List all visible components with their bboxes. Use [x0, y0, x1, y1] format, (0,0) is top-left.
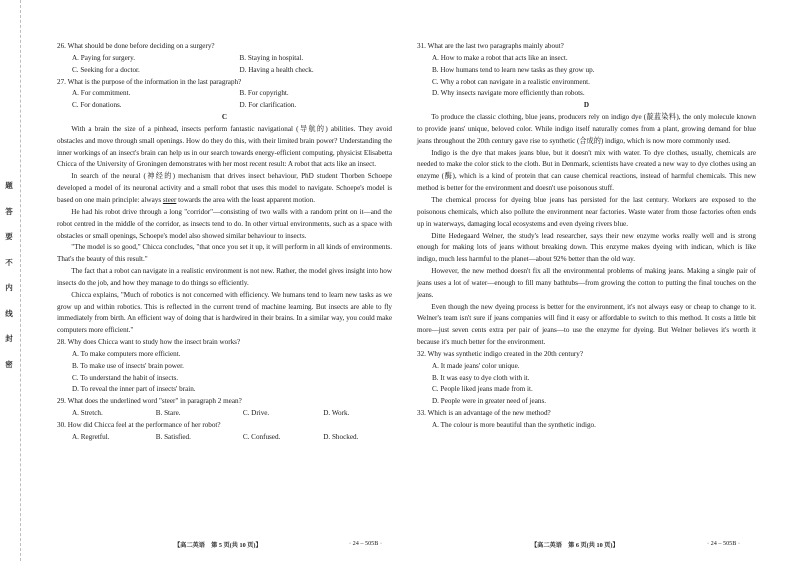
- option: C. Confused.: [242, 432, 281, 441]
- option: B. It was easy to dye cloth with it.: [432, 373, 530, 382]
- passage-c-paragraph-6: Chicca explains, "Much of robotics is not concerned with efficiency. We humans tend to learn new tasks as we grow up and within robotics. This is reflected in the current trend of machine learning. But insects are able to fly immediately from birth. An efficient way of doing that is hardwired in their brains. In a similar way, you could make computers more efficient.": [57, 290, 392, 335]
- right-column: [417, 41, 756, 432]
- option: C. Drive.: [242, 409, 270, 418]
- question-26-options: [57, 53, 392, 65]
- option: A. It made jeans' color unique.: [432, 361, 520, 370]
- option: B. Stare.: [155, 409, 181, 418]
- option: A. Paying for surgery.: [72, 53, 136, 62]
- option: B. Staying in hospital.: [239, 53, 304, 62]
- option: A. How to make a robot that acts like an insect.: [432, 53, 568, 62]
- passage-c-paragraph-2: In search of the neural (神经的) mechanism that drives insect behaviour, PhD student Thorben Schoepe developed a model of its neuronal activity and a small robot that uses this model to navigate. Schoepe's model is based on one main principle: always steer towards the area with the least apparent motion.: [57, 172, 392, 204]
- option: A. Stretch.: [72, 409, 103, 418]
- option: D. People were in greater need of jeans.: [432, 397, 547, 406]
- binding-margin: [3, 180, 15, 370]
- binding-char: 答: [5, 206, 13, 216]
- option: B. How humans tend to learn new tasks as they grow up.: [432, 65, 595, 74]
- page-footer-left: [174, 540, 262, 549]
- question-30-options: [57, 432, 392, 444]
- passage-d-paragraph-5: However, the new method doesn't fix all the environmental problems of making jeans. Making a single pair of jeans uses a lot of water—enough to fill many bathtubs—from growing the cotton to putting the final touches on the jeans.: [417, 267, 756, 299]
- passage-d-paragraph-4: Ditte Hedegaard Welner, the study's lead researcher, says their new enzyme works really well and is strong enough for making lots of jeans without breaking down. This enzyme makes dyeing with indican, which is like indigo, much less harmful to the planet—about 92% better than the old way.: [417, 231, 756, 264]
- binding-char: 封: [5, 334, 13, 344]
- question-29-stem: 29. What does the underlined word "steer" in paragraph 2 mean?: [57, 397, 242, 406]
- binding-char: 内: [5, 283, 13, 293]
- option: C. To understand the habit of insects.: [72, 373, 179, 382]
- binding-char: 要: [5, 232, 13, 242]
- section-heading-d: D: [583, 101, 590, 110]
- passage-c-paragraph-1: With a brain the size of a pinhead, insects perform fantastic navigational (导航的) abilities. They avoid obstacles and move through small openings. How do they do this, with their limited brain power? Understanding the inner workings of an insect's brain can help us in our search towards energy-efficient computing, physicist Elisabetta Chicca of the University of Groningen demonstrates with her most recent result: A robot that acts like an insect.: [57, 124, 392, 169]
- option: D. To reveal the inner part of insects' brain.: [72, 385, 196, 394]
- binding-char: 题: [5, 181, 13, 190]
- option: D. For clarification.: [239, 101, 297, 110]
- passage-c-paragraph-5: The fact that a robot can navigate in a realistic environment is not new. Rather, the model gives insight into how insects do the job, and how they manage to do things so efficiently.: [57, 267, 392, 287]
- option: D. Work.: [323, 409, 350, 418]
- option: B. For copyright.: [239, 89, 289, 98]
- option: B. Satisfied.: [155, 432, 191, 441]
- question-28-stem: 28. Why does Chicca want to study how the insect brain works?: [57, 338, 241, 347]
- question-33-stem: 33. Which is an advantage of the new method?: [417, 409, 551, 418]
- section-heading-c: C: [221, 113, 228, 122]
- passage-c-paragraph-3: He had his robot drive through a long "corridor"—consisting of two walls with a random print on it—and the robot centred in the middle of the corridor, as insects tend to do. In other virtual environments, such as a space with obstacles or small openings, Schoepe's model also showed similar behaviour to insects.: [57, 207, 392, 240]
- binding-char: 不: [5, 257, 13, 267]
- question-27-options: [57, 88, 392, 100]
- exam-code-left: · 24 – 505B ·: [349, 540, 382, 547]
- question-29-options: [57, 408, 392, 420]
- question-26-options-row2: [57, 65, 392, 77]
- option: C. For donations.: [72, 101, 122, 110]
- option: A. For commitment.: [72, 89, 131, 98]
- page-number-right: 【高二英语 第 6 页(共 10 页)】: [531, 542, 619, 549]
- option: D. Why insects navigate more efficiently than robots.: [432, 89, 585, 98]
- passage-c-paragraph-4: "The model is so good," Chicca concludes, "that once you set it up, it will perform in all kinds of environments. That's the beauty of this result.": [57, 243, 392, 264]
- passage-d-paragraph-6: Even though the new dyeing process is better for the environment, it's not always easy or cheap to change to it. Welner's team isn't sure if jeans companies will find it easy or affordable to switch to this method. It costs a little bit more—just seven cents extra per pair of jeans—to use the enzyme for dyeing. But Welner believes it's worth it because it's much better for the environment.: [417, 302, 756, 347]
- option: A. Regretful.: [72, 432, 110, 441]
- page-number-left: 【高二英语 第 5 页(共 10 页)】: [174, 542, 262, 549]
- left-column: [57, 41, 392, 444]
- question-32-stem: 32. Why was synthetic indigo created in the 20th century?: [417, 349, 584, 358]
- page-footer-right: [531, 540, 619, 549]
- question-27-stem: 27. What is the purpose of the information in the last paragraph?: [57, 77, 242, 86]
- question-26-stem: 26. What should be done before deciding on a surgery?: [57, 42, 215, 50]
- option: C. People liked jeans made from it.: [432, 385, 533, 394]
- binding-dashed-line: [20, 0, 21, 561]
- option: D. Having a health check.: [239, 65, 314, 74]
- option: A. To make computers more efficient.: [72, 349, 181, 358]
- passage-d-paragraph-3: The chemical process for dyeing blue jeans has persisted for the last century. Workers are exposed to the poisonous chemicals, which also pollute the environment near factories. Waste water from those factories often ends up in waterways, damaging local ecosystems and even dyeing rivers blue.: [417, 195, 756, 228]
- option: C. Why a robot can navigate in a realistic environment.: [432, 77, 590, 86]
- passage-d-paragraph-2: Indigo is the dye that makes jeans blue, but it doesn't mix with water. To dye clothes, usually, chemicals are needed to make the color stick to the cloth. But in Denmark, scientists have created a new way to dye clothes using an enzyme (酶), which is a kind of protein that can cause chemical reactions, instead of harmful chemicals. This new method is better for the environment and doesn't use poisonous stuff.: [417, 148, 756, 193]
- option: D. Shocked.: [323, 432, 359, 441]
- binding-char: 密: [5, 359, 13, 369]
- passage-d-paragraph-1: To produce the classic clothing, blue jeans, producers rely on indigo dye (靛蓝染料), the only molecule known to provide jeans' unique, beloved color. While indigo itself naturally comes from a plant, growing demand for blue jeans throughout the 20th century gave rise to synthetic (合成的) indigo, which is now more commonly used.: [417, 113, 756, 145]
- question-27-options-row2: [57, 100, 392, 112]
- option: C. Seeking for a doctor.: [72, 65, 140, 74]
- question-30-stem: 30. How did Chicca feel at the performance of her robot?: [57, 421, 221, 429]
- binding-char: 线: [5, 308, 13, 318]
- underlined-word-steer: steer: [162, 195, 177, 204]
- exam-code-right: · 24 – 505B ·: [707, 540, 740, 547]
- option: B. To make use of insects' brain power.: [72, 361, 184, 370]
- option: A. The colour is more beautiful than the synthetic indigo.: [432, 421, 596, 429]
- question-31-stem: 31. What are the last two paragraphs mainly about?: [417, 42, 564, 50]
